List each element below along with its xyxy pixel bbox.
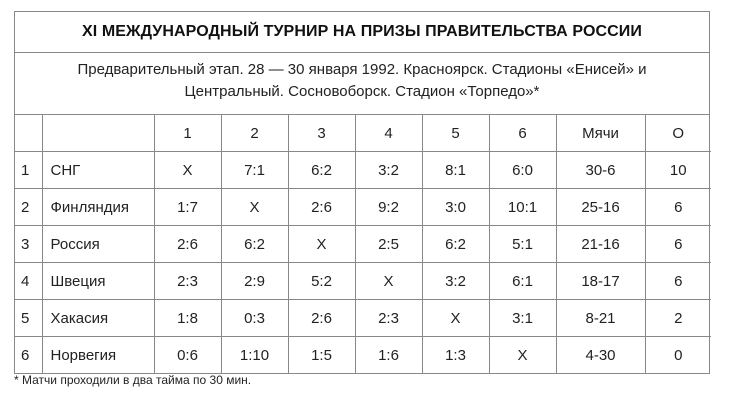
header-cell: 5 — [422, 115, 489, 152]
score-cell: 2:6 — [154, 226, 221, 263]
team-name-cell: Швеция — [42, 263, 154, 300]
score-cell: 7:1 — [221, 152, 288, 189]
points-cell: 0 — [674, 346, 683, 364]
tournament-table-frame — [14, 11, 710, 374]
table-row — [15, 300, 711, 337]
place-cell: 6 — [15, 337, 42, 374]
goals-cell: 30-6 — [556, 152, 645, 189]
table-row — [15, 152, 711, 189]
score-cell: 10:1 — [489, 189, 556, 226]
score-cell: 2:6 — [288, 189, 355, 226]
team-name-cell: СНГ — [42, 152, 154, 189]
score-cell: 2:5 — [355, 226, 422, 263]
points-cell: 6 — [645, 189, 711, 226]
goals-cell: 4-30 — [556, 337, 645, 374]
points-cell: 10 — [645, 152, 711, 189]
subtitle-line-2: Центральный. Сосновоборск. Стадион «Торпедо»* — [184, 83, 540, 100]
header-cell: О — [645, 115, 711, 152]
score-cell: X — [355, 263, 422, 300]
score-cell: 2:3 — [355, 300, 422, 337]
header-cell: 6 — [489, 115, 556, 152]
score-cell: 2:9 — [221, 263, 288, 300]
score-cell: 1:7 — [154, 189, 221, 226]
header-cell — [15, 115, 42, 152]
score-cell: 2:3 — [154, 263, 221, 300]
score-cell: 9:2 — [355, 189, 422, 226]
score-cell: X — [154, 152, 221, 189]
table-row — [15, 189, 711, 226]
score-cell: 1:10 — [221, 337, 288, 374]
place-cell: 2 — [15, 189, 42, 226]
tournament-subtitle — [15, 53, 709, 115]
goals-cell: 8-21 — [556, 300, 645, 337]
goals-cell: 21-16 — [556, 226, 645, 263]
results-table — [15, 115, 711, 373]
score-cell: X — [221, 189, 288, 226]
score-cell: 3:1 — [489, 300, 556, 337]
score-cell: 2:6 — [288, 300, 355, 337]
place-cell: 1 — [15, 152, 42, 189]
tournament-title: XI МЕЖДУНАРОДНЫЙ ТУРНИР НА ПРИЗЫ ПРАВИТЕЛЬСТВА РОССИИ — [15, 12, 709, 53]
goals-cell: 18-17 — [556, 263, 645, 300]
score-cell: 5:2 — [288, 263, 355, 300]
score-cell: 8:1 — [422, 152, 489, 189]
place-cell: 3 — [15, 226, 42, 263]
score-cell: 3:2 — [422, 263, 489, 300]
score-cell: 5:1 — [489, 226, 556, 263]
table-row — [15, 337, 711, 374]
score-cell: 6:2 — [422, 226, 489, 263]
points-cell: 6 — [645, 263, 711, 300]
score-cell: 1:8 — [154, 300, 221, 337]
score-cell: 1:6 — [355, 337, 422, 374]
score-cell: X — [422, 300, 489, 337]
table-row — [15, 263, 711, 300]
score-cell: 1:3 — [422, 337, 489, 374]
header-cell: 3 — [288, 115, 355, 152]
score-cell: 1:5 — [288, 337, 355, 374]
score-cell: 6:1 — [489, 263, 556, 300]
score-cell: 0:3 — [221, 300, 288, 337]
header-cell — [42, 115, 154, 152]
team-name-cell: Финляндия — [42, 189, 154, 226]
team-name-cell: Хакасия — [42, 300, 154, 337]
place-cell: 4 — [15, 263, 42, 300]
header-row — [15, 115, 711, 152]
score-cell: 6:2 — [221, 226, 288, 263]
subtitle-line-1: Предварительный этап. 28 — 30 января 1992. Красноярск. Стадионы «Енисей» и — [77, 61, 647, 78]
team-name-cell: Россия — [42, 226, 154, 263]
header-cell: 1 — [154, 115, 221, 152]
header-cell: 2 — [221, 115, 288, 152]
footnote: * Матчи проходили в два тайма по 30 мин. — [14, 373, 252, 387]
score-cell: X — [288, 226, 355, 263]
score-cell: 0:6 — [154, 337, 221, 374]
points-cell: 6 — [645, 226, 711, 263]
team-name-cell: Норвегия — [42, 337, 154, 374]
header-cell: Мячи — [556, 115, 645, 152]
table-row — [15, 226, 711, 263]
score-cell: 6:2 — [288, 152, 355, 189]
score-cell: 3:2 — [355, 152, 422, 189]
goals-cell: 25-16 — [556, 189, 645, 226]
place-cell: 5 — [15, 300, 42, 337]
score-cell: 6:0 — [489, 152, 556, 189]
score-cell: 3:0 — [422, 189, 489, 226]
score-cell: X — [489, 337, 556, 374]
points-cell: 2 — [645, 300, 711, 337]
header-cell: 4 — [355, 115, 422, 152]
